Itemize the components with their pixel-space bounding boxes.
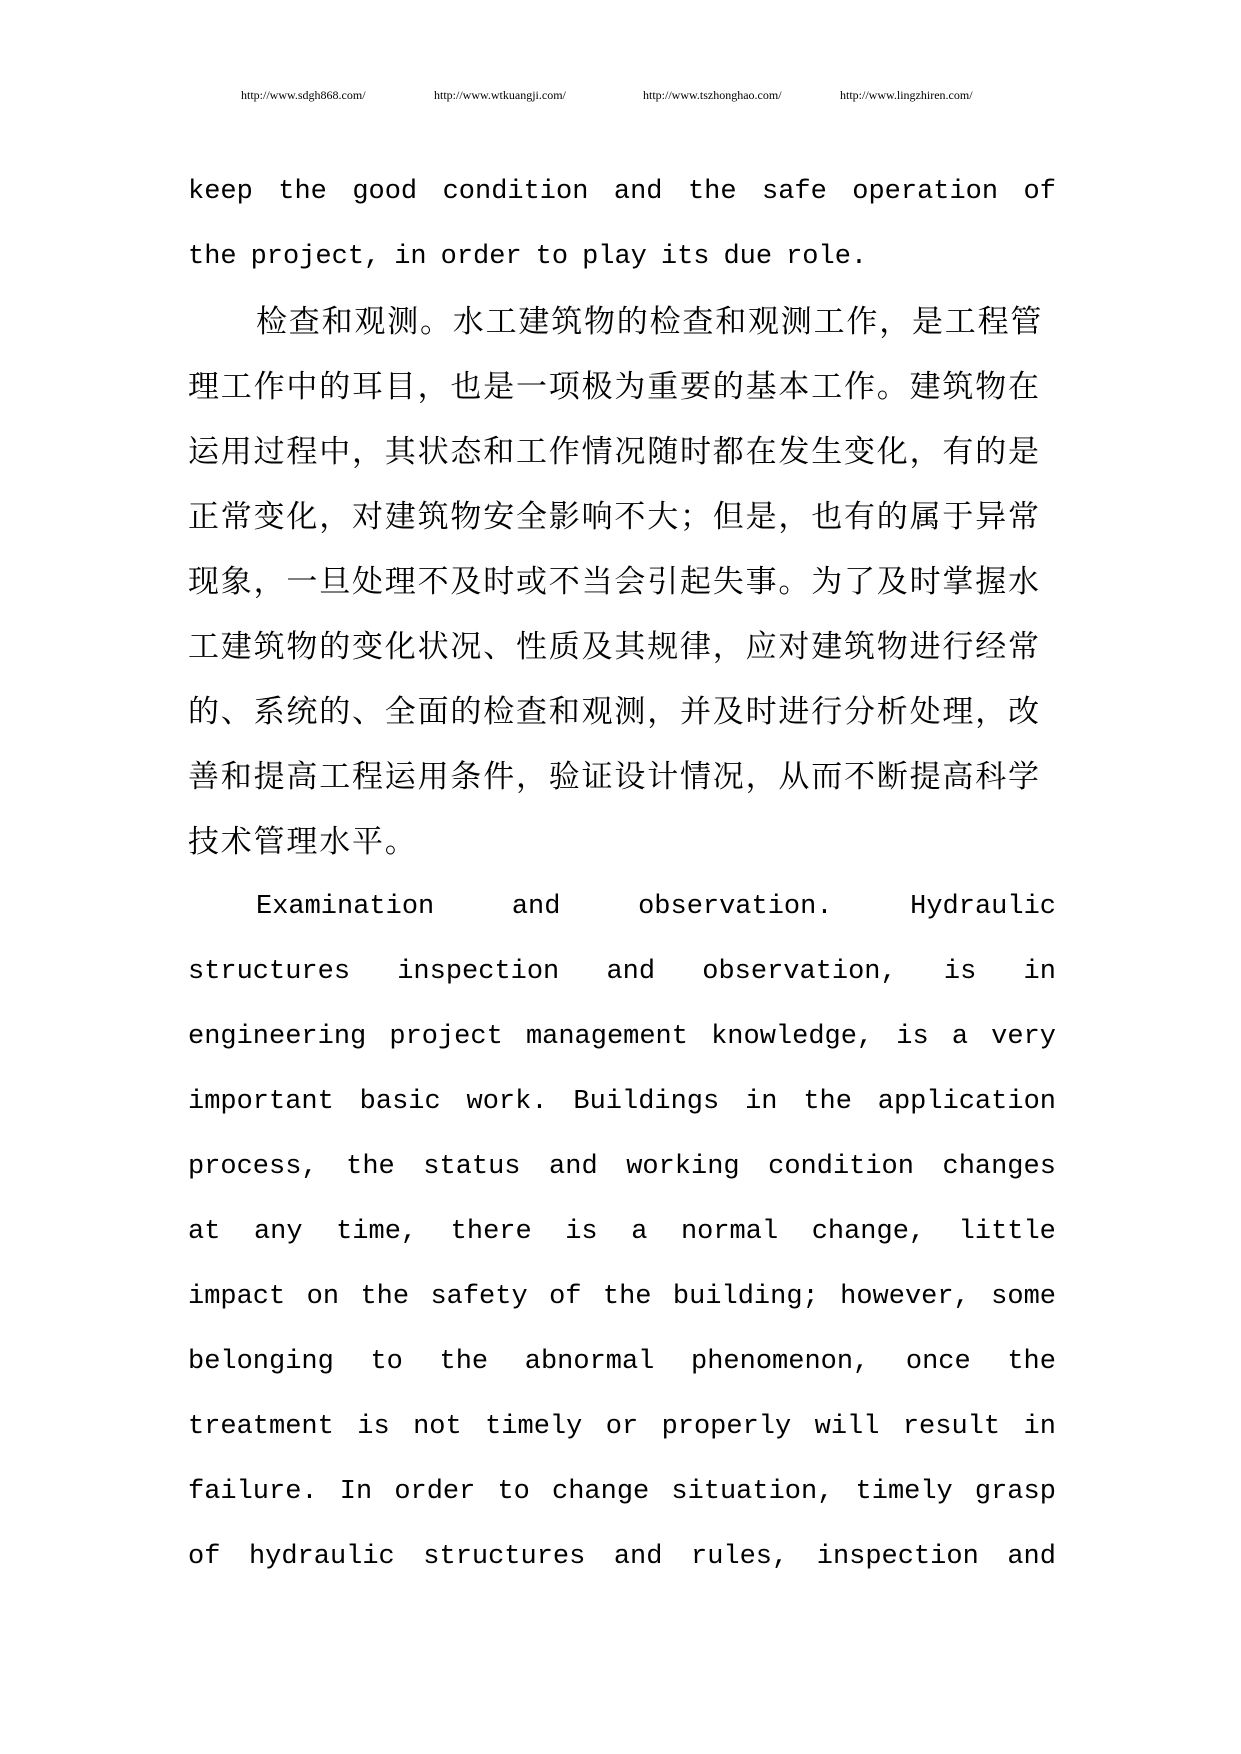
text-line: failure. In order to change situation, timely grasp (188, 1477, 1056, 1507)
text-line: 技术管理水平。 (188, 824, 418, 860)
header-link[interactable]: http://www.tszhonghao.com/ (643, 88, 782, 102)
header-link[interactable]: http://www.sdgh868.com/ (241, 88, 366, 102)
text-line: 正常变化，对建筑物安全影响不大；但是，也有的属于异常 (188, 499, 1041, 535)
text-line: impact on the safety of the building; however, some (188, 1282, 1056, 1312)
text-line: 善和提高工程运用条件，验证设计情况，从而不断提高科学 (188, 759, 1041, 795)
text-line: belonging to the abnormal phenomenon, once the (188, 1347, 1056, 1377)
paragraph-zh (188, 290, 1056, 875)
text-line: engineering project management knowledge, is a very (188, 1022, 1056, 1052)
document-body (188, 160, 1056, 1590)
header-link[interactable]: http://www.wtkuangji.com/ (434, 88, 566, 102)
text-line: at any time, there is a normal change, little (188, 1217, 1056, 1247)
text-line: of hydraulic structures and rules, inspection and (188, 1542, 1056, 1572)
text-line: 运用过程中，其状态和工作情况随时都在发生变化，有的是 (188, 434, 1041, 470)
text-line: important basic work. Buildings in the application (188, 1087, 1056, 1117)
paragraph-en (188, 875, 1056, 1590)
text-line: the project, in order to play its due role. (188, 242, 868, 272)
header-link[interactable]: http://www.lingzhiren.com/ (840, 88, 973, 102)
text-line: 现象，一旦处理不及时或不当会引起失事。为了及时掌握水 (188, 564, 1041, 600)
text-line: Examination and observation. Hydraulic (256, 892, 1056, 922)
text-line: structures inspection and observation, is in (188, 957, 1056, 987)
text-line: treatment is not timely or properly will result in (188, 1412, 1056, 1442)
text-line: 理工作中的耳目，也是一项极为重要的基本工作。建筑物在 (188, 369, 1041, 405)
text-line: 检查和观测。水工建筑物的检查和观测工作，是工程管 (256, 304, 1044, 340)
text-line: 工建筑物的变化状况、性质及其规律，应对建筑物进行经常 (188, 629, 1041, 665)
text-line: 的、系统的、全面的检查和观测，并及时进行分析处理，改 (188, 694, 1041, 730)
text-line: process, the status and working condition changes (188, 1152, 1056, 1182)
header-links (0, 88, 1241, 104)
text-line: keep the good condition and the safe operation of (188, 177, 1056, 207)
paragraph-en (188, 160, 1056, 290)
